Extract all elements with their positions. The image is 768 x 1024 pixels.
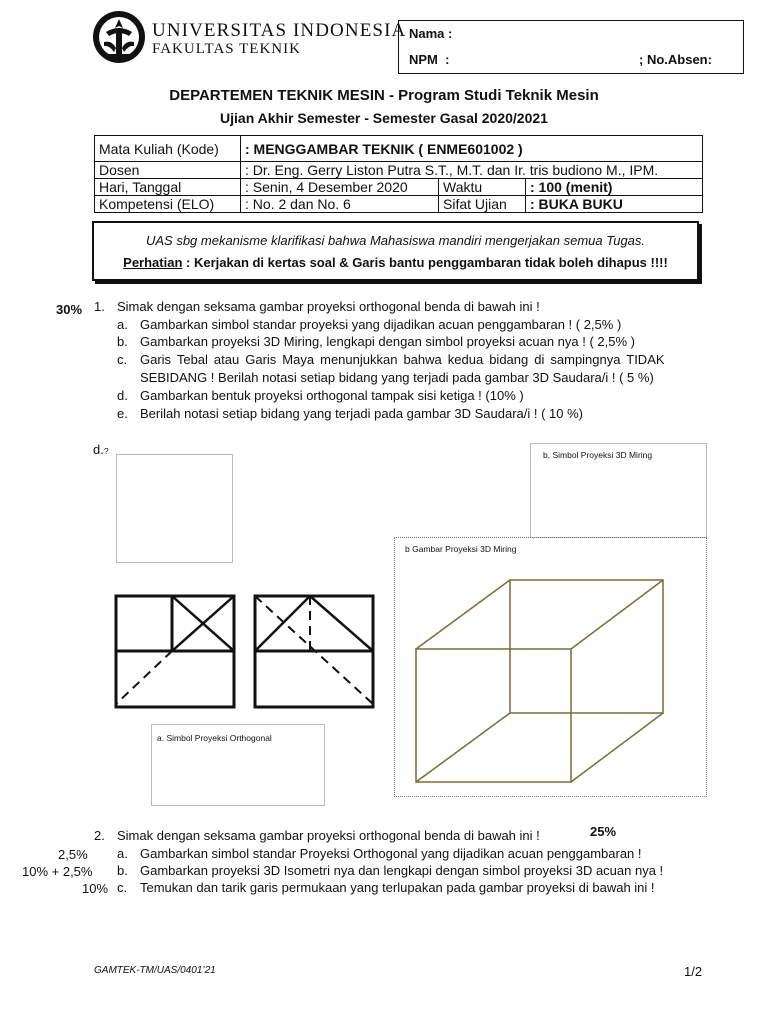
page-number: 1/2 (684, 964, 703, 979)
q1-text: Simak dengan seksama gambar proyeksi orthogonal benda di bawah ini ! (117, 299, 540, 314)
q2-item-text: Gambarkan simbol standar Proyeksi Orthogonal yang dijadikan acuan penggambaran ! (140, 846, 642, 861)
date-value: : Senin, 4 Desember 2020 (241, 179, 439, 196)
document-code: GAMTEK-TM/UAS/0401’21 (94, 965, 216, 976)
q1-item-letter: d. (117, 388, 128, 403)
exam-mode-label: Sifat Ujian (439, 196, 526, 213)
oblique-cube-drawing (410, 575, 670, 785)
answer-box-a-symbol[interactable] (151, 724, 325, 806)
answer-box-b-symbol[interactable] (530, 443, 707, 538)
competence-value: : No. 2 dan No. 6 (241, 196, 439, 213)
b-drawing-label: b Gambar Proyeksi 3D Miring (405, 544, 517, 554)
department-title: DEPARTEMEN TEKNIK MESIN - Program Studi Teknik Mesin (169, 87, 599, 104)
answer-box-d[interactable] (116, 454, 233, 563)
competence-label: Kompetensi (ELO) (95, 196, 241, 213)
figure-d-label (93, 442, 109, 457)
notice-line-2 (94, 255, 697, 270)
a-symbol-label: a. Simbol Proyeksi Orthogonal (157, 733, 272, 743)
name-label: Nama : (409, 26, 453, 41)
figure-d-letter: d. (93, 442, 104, 457)
q2-weight: 25% (590, 824, 617, 839)
time-value: : 100 (menit) (526, 179, 703, 196)
q2-item-text: Temukan dan tarik garis permukaan yang terlupakan pada gambar proyeksi di bawah ini ! (140, 880, 655, 895)
q2-item-weight: 2,5% (58, 847, 88, 862)
q1-item-letter: e. (117, 406, 128, 421)
q2-number: 2. (94, 828, 105, 843)
q1-item-letter: a. (117, 317, 128, 332)
q2-item-letter: c. (117, 880, 128, 895)
orthographic-side-view (251, 592, 379, 712)
date-label: Hari, Tanggal (95, 179, 241, 196)
university-name: UNIVERSITAS INDONESIA (152, 20, 407, 41)
course-label: Mata Kuliah (Kode) (95, 136, 241, 162)
q1-item-text: Garis Tebal atau Garis Maya menunjukkan bahwa kedua bidang di sampingnya TIDAK (140, 352, 665, 367)
q1-item-text-continued: SEBIDANG ! Berilah notasi setiap bidang yang terjadi pada gambar 3D Saudara/i ! ( 5 %) (140, 370, 654, 385)
q1-item-letter: c. (117, 352, 128, 367)
q2-item-letter: b. (117, 863, 128, 878)
q1-item-letter: b. (117, 334, 128, 349)
faculty-name: FAKULTAS TEKNIK (152, 41, 301, 57)
exam-title: Ujian Akhir Semester - Semester Gasal 2020/2021 (220, 110, 548, 126)
q1-number: 1. (94, 299, 105, 314)
university-logo (92, 10, 146, 64)
b-symbol-label: b. Simbol Proyeksi 3D Miring (543, 450, 653, 460)
time-label: Waktu (439, 179, 526, 196)
absen-label: ; No.Absen: (639, 52, 712, 67)
notice-instruction: : Kerjakan di kertas soal & Garis bantu penggambaran tidak boleh dihapus !!!! (182, 255, 668, 270)
q1-item-text: Gambarkan simbol standar proyeksi yang dijadikan acuan penggambaran ! ( 2,5% ) (140, 317, 622, 332)
q1-item-text: Gambarkan proyeksi 3D Miring, lengkapi dengan simbol proyeksi acuan nya ! ( 2,5% ) (140, 334, 635, 349)
q2-item-letter: a. (117, 846, 128, 861)
q1-item-text: Berilah notasi setiap bidang yang terjadi pada gambar 3D Saudara/i ! ( 10 %) (140, 406, 583, 421)
npm-label: NPM : (409, 52, 450, 67)
q1-weight: 30% (56, 302, 83, 317)
q2-item-text: Gambarkan proyeksi 3D Isometri nya dan lengkapi dengan simbol proyeksi 3D acuan nya ! (140, 863, 664, 878)
attention-label: Perhatian (123, 255, 183, 270)
course-info-table (94, 135, 703, 213)
lecturer-label: Dosen (95, 162, 241, 179)
q2-item-weight: 10% + 2,5% (22, 864, 93, 879)
exam-notice-box (92, 221, 699, 281)
exam-mode-value: : BUKA BUKU (526, 196, 703, 213)
figure-d-mark: ? (103, 446, 109, 456)
orthographic-front-view (112, 592, 240, 712)
student-identity-box[interactable] (398, 20, 744, 74)
lecturer-value: : Dr. Eng. Gerry Liston Putra S.T., M.T. dan Ir. tris budiono M., IPM. (241, 162, 703, 179)
q1-item-text: Gambarkan bentuk proyeksi orthogonal tampak sisi ketiga ! (10% ) (140, 388, 524, 403)
course-value: : MENGGAMBAR TEKNIK ( ENME601002 ) (241, 136, 703, 162)
notice-line-1: UAS sbg mekanisme klarifikasi bahwa Mahasiswa mandiri mengerjakan semua Tugas. (145, 233, 646, 248)
q2-item-weight: 10% (82, 881, 109, 896)
q2-text: Simak dengan seksama gambar proyeksi orthogonal benda di bawah ini ! (117, 828, 540, 843)
